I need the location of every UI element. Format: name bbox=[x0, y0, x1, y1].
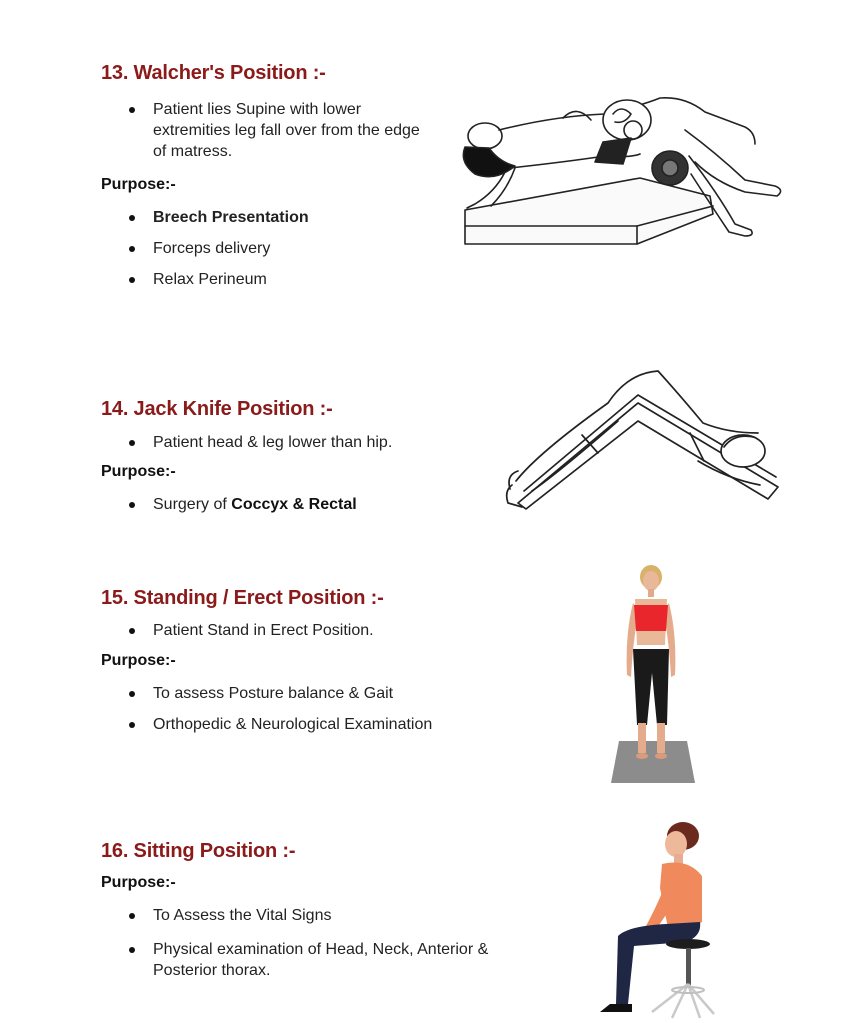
purpose-list bbox=[124, 494, 454, 515]
section-heading: 13. Walcher's Position :- bbox=[101, 62, 326, 84]
purpose-list bbox=[124, 207, 444, 290]
walcher-position-drawing bbox=[455, 92, 795, 262]
list-item: Patient head & leg lower than hip. bbox=[124, 432, 454, 453]
description-list bbox=[124, 432, 454, 453]
section-heading: 15. Standing / Erect Position :- bbox=[101, 587, 384, 609]
purpose-label: Purpose:- bbox=[101, 652, 176, 669]
list-item: Patient lies Supine with lower extremities leg fall over from the edge of matress. bbox=[124, 99, 424, 162]
purpose-emphasis: Coccyx & Rectal bbox=[231, 496, 357, 513]
purpose-text: Surgery of bbox=[153, 496, 232, 513]
purpose-list bbox=[124, 905, 504, 981]
purpose-label: Purpose:- bbox=[101, 463, 176, 480]
sitting-woman-photo bbox=[588, 818, 728, 1023]
purpose-label: Purpose:- bbox=[101, 874, 176, 891]
list-item: Physical examination of Head, Neck, Anterior & Posterior thorax. bbox=[124, 939, 504, 981]
section-heading: 14. Jack Knife Position :- bbox=[101, 398, 333, 420]
description-list bbox=[124, 620, 454, 641]
standing-woman-photo bbox=[605, 565, 700, 787]
list-item: Breech Presentation bbox=[124, 207, 444, 228]
purpose-label: Purpose:- bbox=[101, 176, 176, 193]
purpose-list bbox=[124, 683, 504, 735]
list-item bbox=[124, 494, 454, 515]
list-item: To Assess the Vital Signs bbox=[124, 905, 504, 926]
list-item: Forceps delivery bbox=[124, 238, 444, 259]
list-item: Orthopedic & Neurological Examination bbox=[124, 714, 504, 735]
list-item: To assess Posture balance & Gait bbox=[124, 683, 504, 704]
section-heading: 16. Sitting Position :- bbox=[101, 840, 296, 862]
list-item: Patient Stand in Erect Position. bbox=[124, 620, 454, 641]
jack-knife-position-drawing bbox=[498, 363, 788, 513]
list-item: Relax Perineum bbox=[124, 269, 444, 290]
description-list bbox=[124, 99, 424, 162]
